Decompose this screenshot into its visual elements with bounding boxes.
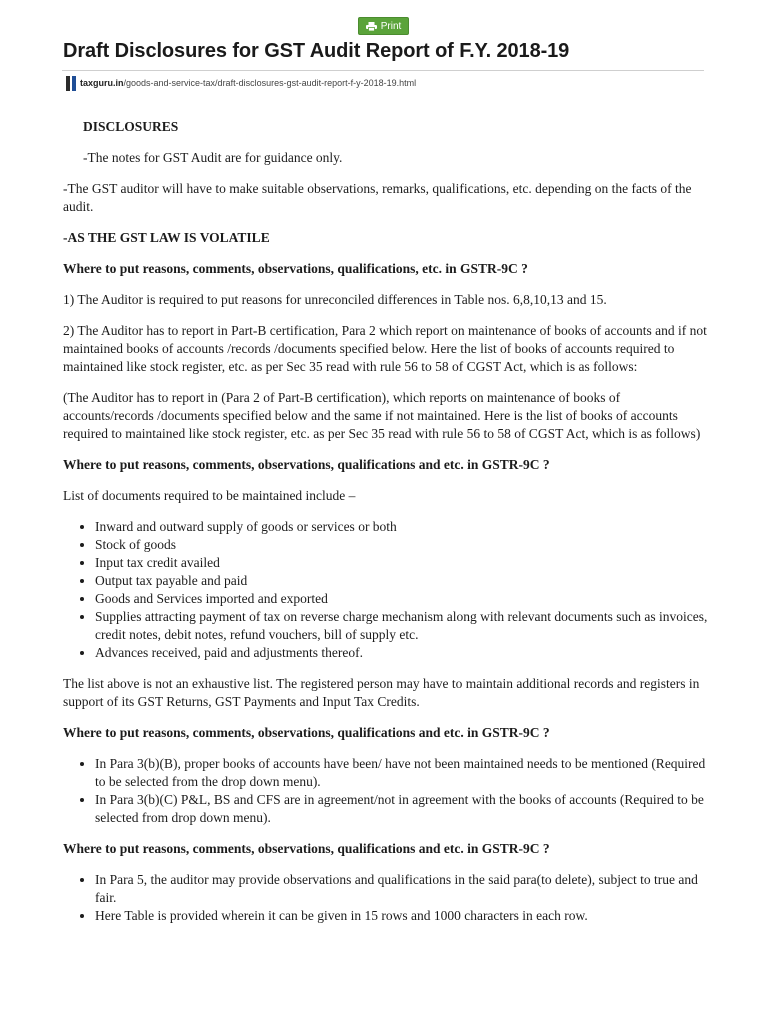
source-url[interactable]	[66, 75, 416, 91]
list-item: • Supplies attracting payment of tax on reverse charge mechanism along with relevant documents such as invoices, credit notes, debit notes, refund vouchers, bill of supply etc.	[95, 608, 708, 644]
title-divider	[62, 70, 704, 71]
print-button[interactable]	[358, 17, 409, 35]
article-body	[63, 118, 708, 938]
list-item: • Here Table is provided wherein it can be given in 15 rows and 1000 characters in each row.	[95, 907, 708, 925]
paragraph: The list above is not an exhaustive list. The registered person may have to maintain additional records and registers in support of its GST Returns, GST Payments and Input Tax Credits.	[63, 676, 700, 709]
list-item: • Advances received, paid and adjustments thereof.	[95, 644, 708, 662]
section-heading: Where to put reasons, comments, observations, qualifications and etc. in GSTR-9C ?	[63, 841, 550, 856]
section-heading: Where to put reasons, comments, observations, qualifications and etc. in GSTR-9C ?	[63, 725, 550, 740]
paragraph: -AS THE GST LAW IS VOLATILE	[63, 230, 270, 245]
url-marker-icon	[66, 76, 70, 91]
list-item: • Inward and outward supply of goods or services or both	[95, 518, 708, 536]
para3-list	[63, 755, 708, 827]
print-button-label: Print	[380, 20, 402, 32]
list-item: • In Para 3(b)(B), proper books of accounts have been/ have not been maintained needs to be mentioned (Required to be selected from the drop down menu).	[95, 755, 708, 791]
printer-icon	[366, 22, 377, 31]
documents-list	[63, 518, 708, 662]
list-item: • In Para 5, the auditor may provide observations and qualifications in the said para(to delete), subject to true and fair.	[95, 871, 708, 907]
disclosures-heading: DISCLOSURES	[83, 119, 179, 134]
url-path: /goods-and-service-tax/draft-disclosures-gst-audit-report-f-y-2018-19.html	[123, 78, 417, 88]
list-item: • Stock of goods	[95, 536, 708, 554]
section-heading: Where to put reasons, comments, observations, qualifications, etc. in GSTR-9C ?	[63, 261, 528, 276]
list-item: • Input tax credit availed	[95, 554, 708, 572]
list-item: • Output tax payable and paid	[95, 572, 708, 590]
paragraph: -The notes for GST Audit are for guidance only.	[83, 150, 343, 165]
list-item: • In Para 3(b)(C) P&L, BS and CFS are in agreement/not in agreement with the books of accounts (Required to be selected from drop down menu).	[95, 791, 708, 827]
paragraph: 1) The Auditor is required to put reasons for unreconciled differences in Table nos. 6,8,10,13 and 15.	[63, 292, 607, 307]
list-item: • Goods and Services imported and exported	[95, 590, 708, 608]
paragraph: 2) The Auditor has to report in Part-B certification, Para 2 which report on maintenance of books of accounts and if not maintained books of accounts /records /documents specified below. Here the list of books of accounts required to maintained like stock register, etc. as per Sec 35 read with rule 56 to 58 of CGST Act, which is as follows:	[63, 323, 707, 374]
page-title: Draft Disclosures for GST Audit Report of F.Y. 2018-19	[63, 40, 570, 62]
paragraph: -The GST auditor will have to make suitable observations, remarks, qualifications, etc. depending on the facts of the audit.	[63, 181, 692, 214]
paragraph: (The Auditor has to report in (Para 2 of Part-B certification), which reports on maintenance of books of accounts/records /documents specified below and the same if not maintained. Here is the list of books of accounts required to maintained like stock register, etc. as per Sec 35 read with rule 56 to 58 of CGST Act, which is as follows)	[63, 390, 701, 441]
url-host: taxguru.in	[80, 78, 124, 88]
paragraph: List of documents required to be maintained include –	[63, 488, 356, 503]
para5-list	[63, 871, 708, 925]
url-marker-accent-icon	[72, 76, 76, 91]
section-heading: Where to put reasons, comments, observations, qualifications and etc. in GSTR-9C ?	[63, 457, 550, 472]
